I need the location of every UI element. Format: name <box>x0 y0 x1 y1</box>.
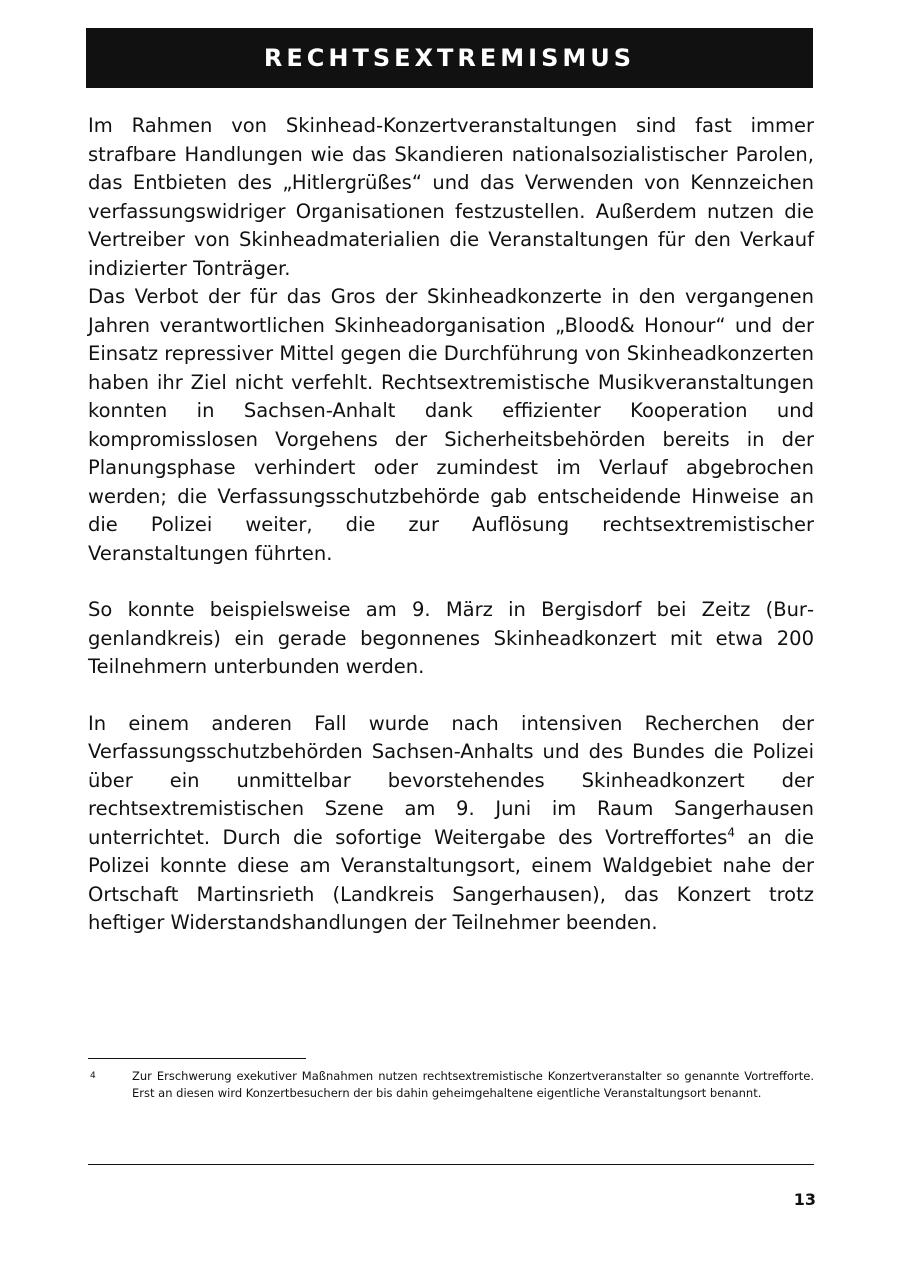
main-text <box>88 112 814 938</box>
paragraph-3: So konnte beispielsweise am 9. März in Bergisdorf bei Zeitz (Burgenlandkreis) ein gerade begonnenes Skinheadkonzert mit etwa 200 Teilnehmern unterbunden werden. <box>88 598 814 678</box>
paragraph-4 <box>88 710 814 938</box>
page-bottom-divider <box>88 1164 814 1165</box>
paragraph-2: Das Verbot der für das Gros der Skinheadkonzerte in den vergangenen Jahren verantwortlichen Skinheadorganisation „Blood& Honour“ und der Einsatz repressiver Mittel gegen die Durchführung von Skinheadkonzerten haben ihr Ziel nicht verfehlt. Rechtsextremistische Musikveranstaltungen konnten in Sachsen-Anhalt dank effizienter Kooperation und kompromisslosen Vorgehens der Sicherheitsbehörden bereits in der Planungsphase verhindert oder zumindest im Verlauf abgebrochen werden; die Verfassungsschutzbehörde gab entscheidende Hinweise an die Polizei weiter, die zur Auflösung rechtsextremistischer Veranstaltungen führten. <box>88 285 815 565</box>
paragraph-4-text-before: In einem anderen Fall wurde nach intensiven Recherchen der Verfassungsschutzbehörden Sachsen-Anhalts und des Bundes die Polizei über ein unmittelbar bevorstehendes Skinheadkonzert der rechtsextremistischen Szene am 9. Juni im Raum Sangerhausen unterrichtet. Durch die sofortige Weitergabe des Vortreffortes <box>88 711 814 849</box>
section-header <box>86 28 813 88</box>
footnote-marker: 4 <box>90 1071 96 1081</box>
footnote-divider <box>88 1058 306 1059</box>
paragraph-4-text-after: an die Polizei konnte diese am Veranstaltungsort, einem Waldgebiet nahe der Ortschaft Martinsrieth (Landkreis Sangerhausen), das Konzert trotz heftiger Widerstandshandlungen der Teilnehmer beenden. <box>88 825 815 934</box>
paragraph-1: Im Rahmen von Skinhead-Konzertveranstaltungen sind fast immer strafbare Handlungen wie das Skandieren nationalsozialistischer Parolen, das Entbieten des „Hitlergrüßes“ und das Verwenden von Kennzeichen verfassungswidriger Organisationen festzustellen. Außerdem nutzen die Vertreiber von Skinheadmaterialien die Veranstaltungen für den Verkauf indizierter Tonträger. <box>88 114 814 280</box>
footnote <box>88 1068 814 1102</box>
footnote-text: Zur Erschwerung exekutiver Maßnahmen nutzen rechtsextremistische Konzertveranstalter so genannte Vortrefforte. Erst an diesen wird Konzertbesuchern der bis dahin geheimgehaltene eigentliche Veranstaltungsort benannt. <box>132 1069 814 1100</box>
section-title: RECHTSEXTREMISMUS <box>263 44 636 72</box>
footnote-reference[interactable]: 4 <box>727 825 735 839</box>
page-number: 13 <box>793 1190 816 1209</box>
